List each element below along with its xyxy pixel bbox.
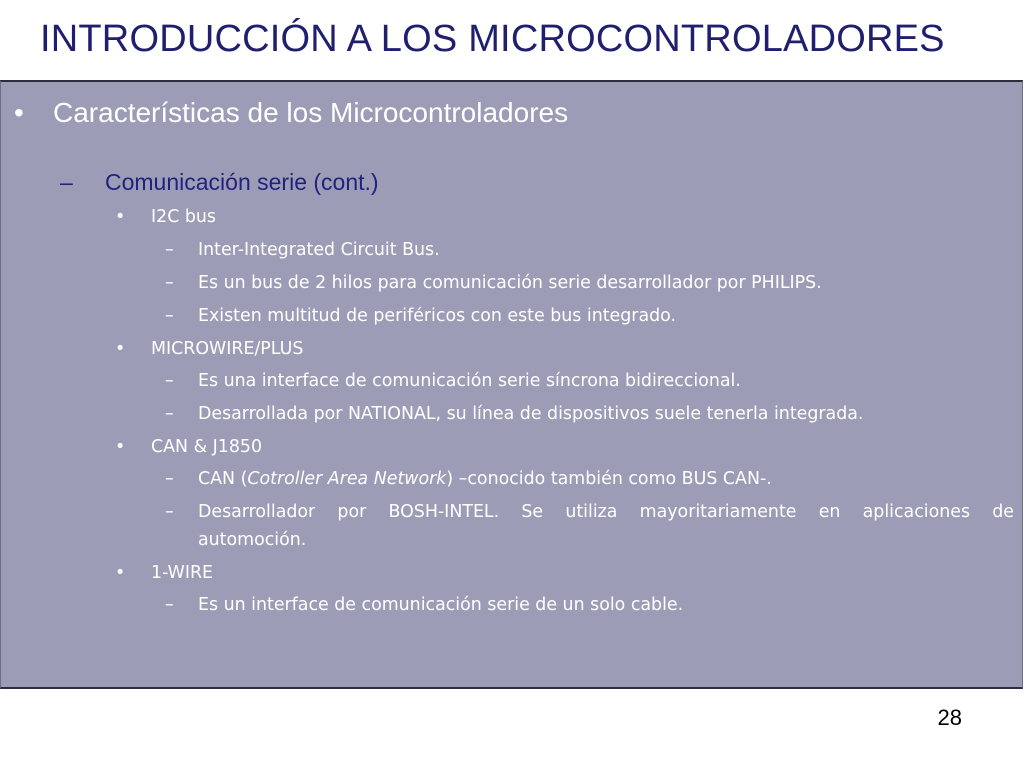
dash-icon: – — [165, 306, 174, 326]
dash-icon: – — [165, 404, 174, 424]
slide-title: INTRODUCCIÓN A LOS MICROCONTROLADORES — [40, 18, 945, 60]
topic-i2c: I2C bus — [151, 207, 216, 227]
bullet-icon: • — [115, 563, 126, 583]
can-item-prefix: CAN ( — [198, 469, 248, 489]
section-heading: Características de los Microcontroladores — [53, 97, 569, 128]
list-item: Es una interface de comunicación serie síncrona bidireccional. — [198, 371, 741, 391]
list-item: Inter-Integrated Circuit Bus. — [198, 240, 440, 260]
page-number: 28 — [937, 705, 962, 730]
dash-icon: – — [165, 502, 174, 522]
list-item: Desarrollador por BOSH-INTEL. Se utiliza mayoritariamente en aplicaciones de automoción. — [198, 502, 1014, 550]
can-item-italic: Cotroller Area Network — [247, 469, 447, 489]
subsection-heading: Comunicación serie (cont.) — [105, 169, 379, 195]
list-item: Es un interface de comunicación serie de un solo cable. — [198, 595, 684, 615]
dash-icon: – — [165, 595, 174, 615]
bullet-icon: • — [115, 207, 126, 227]
bullet-icon: • — [115, 339, 126, 359]
topic-microwire: MICROWIRE/PLUS — [151, 339, 304, 359]
list-item: Es un bus de 2 hilos para comunicación serie desarrollador por PHILIPS. — [198, 273, 822, 293]
list-item: Existen multitud de periféricos con este bus integrado. — [198, 306, 676, 326]
dash-icon: – — [165, 469, 174, 489]
dash-icon: – — [165, 273, 174, 293]
list-item: Desarrollada por NATIONAL, su línea de dispositivos suele tenerla integrada. — [198, 404, 864, 424]
topic-onewire: 1-WIRE — [151, 563, 214, 583]
dash-icon: – — [60, 169, 73, 195]
dash-icon: – — [165, 371, 174, 391]
dash-icon: – — [165, 240, 174, 260]
topic-can: CAN & J1850 — [151, 437, 263, 457]
bullet-icon: • — [115, 437, 126, 457]
bullet-icon: • — [14, 97, 24, 128]
can-item-suffix: ) –conocido también como BUS CAN-. — [446, 469, 772, 489]
list-item — [198, 469, 772, 489]
